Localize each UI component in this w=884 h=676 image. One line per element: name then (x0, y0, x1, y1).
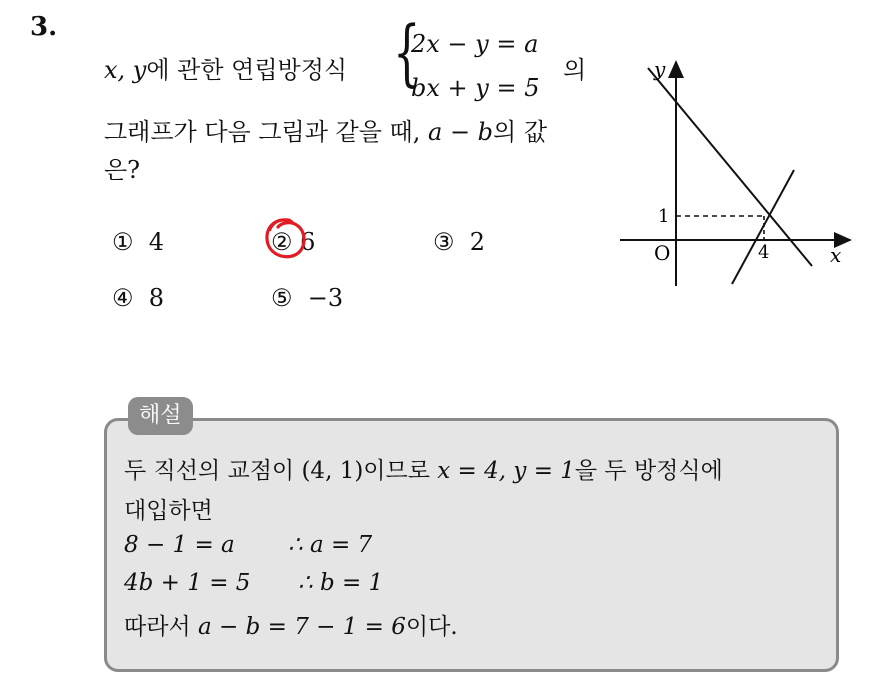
solution-line-4 (124, 570, 384, 596)
solution-text-4a: 4b + 1 = 5 (124, 570, 251, 596)
choice-value: 6 (300, 228, 316, 256)
selected-answer-circle-icon (260, 214, 312, 264)
expression-a-minus-b: a − b (428, 118, 494, 146)
equation-1: 2x − y = a (411, 30, 539, 58)
solution-text-1a: 두 직선의 교점이 (4, 1)이므로 (124, 458, 430, 484)
choice-5[interactable] (271, 284, 343, 312)
choice-value: 2 (469, 228, 486, 256)
problem-line-3: 은? (104, 156, 141, 184)
solution-text-5c: 이다. (405, 614, 458, 640)
problem-text-2: 그래프가 다음 그림과 같을 때, (104, 118, 421, 146)
problem-text-2-tail: 의 값 (493, 118, 548, 146)
solution-line-5 (124, 608, 458, 641)
solution-text-5a: 따라서 (124, 614, 191, 640)
choice-value: 8 (148, 284, 165, 312)
choice-value: 4 (148, 228, 165, 256)
choice-4[interactable] (112, 284, 164, 312)
line-graph (612, 56, 862, 292)
line-bx-plus-y (732, 170, 794, 284)
choice-mark: ② (271, 228, 293, 256)
problem-line-1-tail: 의 (563, 56, 587, 84)
choice-value: −3 (307, 284, 344, 312)
choice-mark: ④ (112, 284, 134, 312)
problem-text-1: 에 관한 연립방정식 (146, 56, 348, 84)
solution-text-3b: ∴ a = 7 (288, 532, 373, 558)
solution-tag: 해설 (128, 397, 193, 435)
solution-line-2: 대입하면 (124, 498, 213, 524)
system-brace: { (393, 10, 421, 94)
x-tick-label: 4 (758, 242, 770, 263)
y-tick-label: 1 (658, 206, 670, 227)
choice-mark: ① (112, 228, 134, 256)
choice-3[interactable] (433, 228, 485, 256)
solution-text-1b: x = 4, y = 1 (437, 458, 575, 484)
choice-mark: ⑤ (271, 284, 293, 312)
variables-label: x, y (104, 56, 147, 84)
solution-line-3 (124, 532, 373, 558)
line-2x-minus-y (648, 68, 812, 266)
problem-line-2 (104, 112, 547, 147)
x-axis-label: x (830, 243, 842, 267)
choice-1[interactable] (112, 228, 164, 256)
problem-number: 3. (30, 12, 58, 42)
solution-text-3a: 8 − 1 = a (124, 532, 235, 558)
y-axis-label: y (654, 57, 666, 81)
solution-line-1 (124, 452, 723, 485)
origin-label: O (654, 241, 671, 265)
equation-2: bx + y = 5 (411, 74, 540, 102)
solution-text-1c: 을 두 방정식에 (574, 458, 723, 484)
problem-line-1 (104, 50, 347, 85)
solution-text-4b: ∴ b = 1 (298, 570, 384, 596)
choice-mark: ③ (433, 228, 455, 256)
solution-text-5b: a − b = 7 − 1 = 6 (197, 614, 406, 640)
